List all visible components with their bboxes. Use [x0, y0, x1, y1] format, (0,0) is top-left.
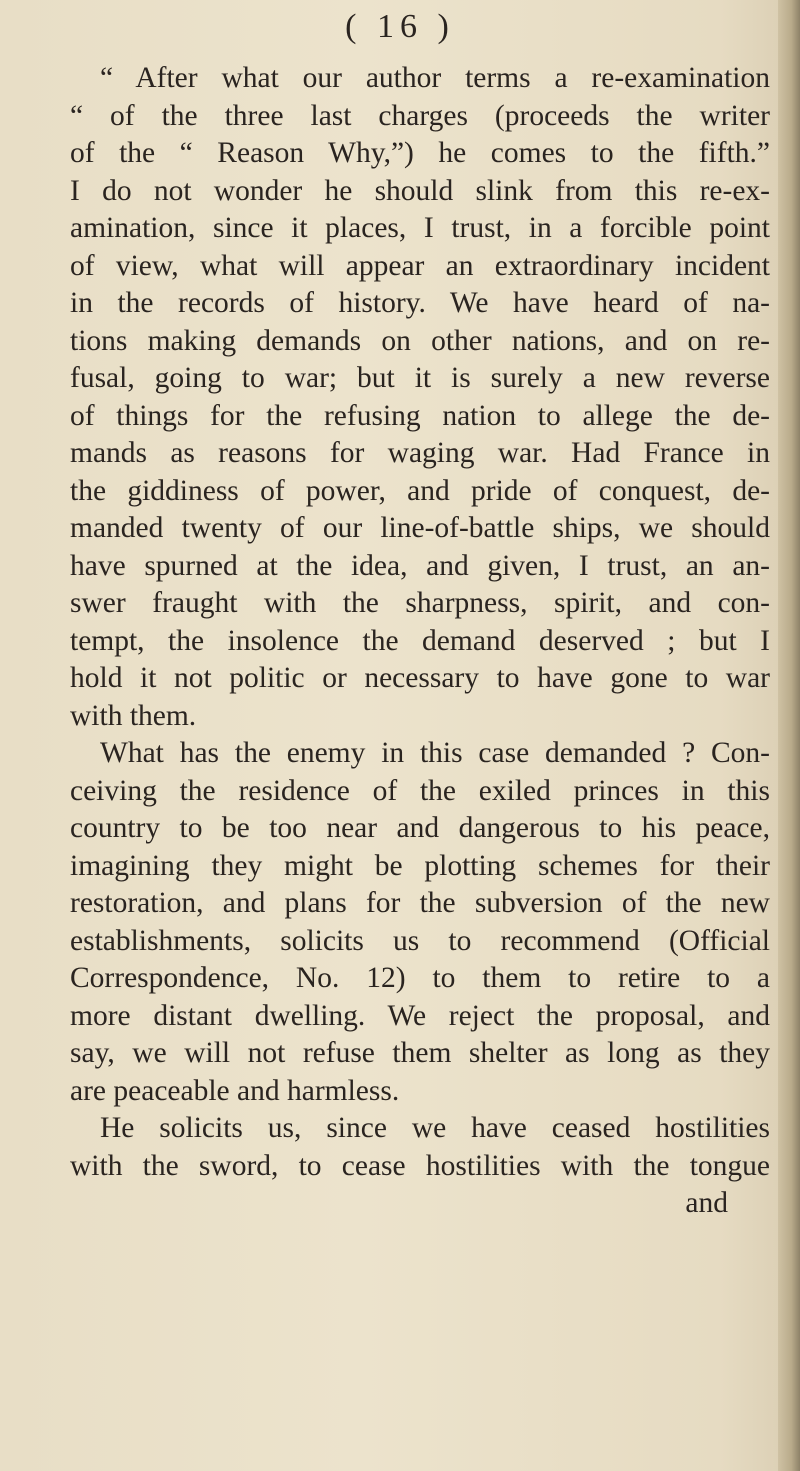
page-number: ( 16 )	[345, 8, 455, 45]
text-line: country to be too near and dangerous to his peace,	[70, 812, 770, 844]
text-line: ceiving the residence of the exiled princes in this	[70, 774, 770, 807]
text-line: in the records of history. We have heard of na-	[70, 287, 770, 319]
text-line: swer fraught with the sharpness, spirit, and con-	[70, 587, 770, 619]
text-line: have spurned at the idea, and given, I trust, an an-	[70, 549, 770, 582]
text-line: mands as reasons for waging war. Had France in	[70, 437, 770, 469]
text-line: of the “ Reason Why,”) he comes to the fifth.”	[70, 137, 770, 169]
text-line: tempt, the insolence the demand deserved ; but I	[70, 624, 770, 657]
text-line: I do not wonder he should slink from this re-ex-	[70, 174, 770, 207]
text-line: What has the enemy in this case demanded ? Con-	[100, 737, 770, 769]
text-line: fusal, going to war; but it is surely a new reverse	[70, 362, 770, 394]
text-line: of things for the refusing nation to allege the de-	[70, 399, 770, 432]
text-line: “ After what our author terms a re-examination	[100, 62, 770, 94]
text-line: are peaceable and harmless.	[70, 1074, 400, 1107]
catchword: and	[685, 1187, 728, 1219]
text-line: manded twenty of our line-of-battle ships, we should	[70, 512, 770, 544]
text-line: “ of the three last charges (proceeds the writer	[70, 99, 770, 132]
text-line: restoration, and plans for the subversion of the new	[70, 887, 770, 919]
text-line: with them.	[70, 699, 197, 732]
text-line: hold it not politic or necessary to have gone to war	[70, 662, 770, 694]
text-line: of view, what will appear an extraordinary incident	[70, 249, 770, 282]
text-line: establishments, solicits us to recommend (Official	[70, 924, 770, 957]
text-line: Correspondence, No. 12) to them to retire to a	[70, 962, 770, 994]
text-line: the giddiness of power, and pride of conquest, de-	[70, 474, 770, 507]
text-line: more distant dwelling. We reject the proposal, and	[70, 999, 770, 1032]
text-line: imagining they might be plotting schemes for their	[70, 849, 770, 882]
text-line: say, we will not refuse them shelter as long as they	[70, 1037, 770, 1069]
page-edge	[778, 0, 800, 1471]
text-line: amination, since it places, I trust, in a forcible point	[70, 212, 770, 244]
body-text	[70, 60, 770, 1223]
text-line: tions making demands on other nations, and on re-	[70, 324, 770, 357]
text-line: He solicits us, since we have ceased hostilities	[100, 1112, 770, 1144]
text-line: with the sword, to cease hostilities with the tongue	[70, 1149, 770, 1182]
